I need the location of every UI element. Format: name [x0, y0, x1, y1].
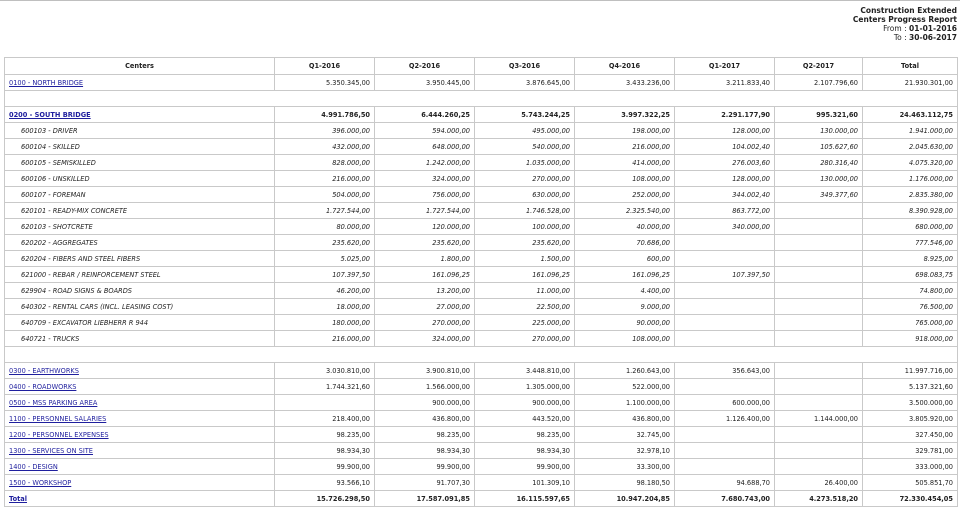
center-name-cell: 620202 - AGGREGATES: [5, 235, 275, 251]
center-name-cell: 640721 - TRUCKS: [5, 331, 275, 347]
quarter-value-cell: 1.727.544,00: [375, 203, 475, 219]
quarter-value-cell: 216.000,00: [275, 171, 375, 187]
center-name-cell: 600104 - SKILLED: [5, 139, 275, 155]
col-header: Centers: [5, 58, 275, 75]
date-from: [853, 24, 957, 33]
center-name-cell: 620204 - FIBERS AND STEEL FIBERS: [5, 251, 275, 267]
center-link[interactable]: 1400 - DESIGN: [9, 462, 58, 471]
center-name-cell: [5, 379, 275, 395]
quarter-value-cell: 9.000,00: [575, 299, 675, 315]
table-row-account: [5, 171, 958, 187]
quarter-value-cell: 5.350.345,00: [275, 75, 375, 91]
quarter-value-cell: [775, 459, 863, 475]
quarter-value-cell: 93.566,10: [275, 475, 375, 491]
table-row-center: [5, 459, 958, 475]
quarter-value-cell: 100.000,00: [475, 219, 575, 235]
quarter-value-cell: 280.316,40: [775, 155, 863, 171]
quarter-value-cell: 32.745,00: [575, 427, 675, 443]
quarter-value-cell: 26.400,00: [775, 475, 863, 491]
quarter-value-cell: 600,00: [575, 251, 675, 267]
total-value-cell: 698.083,75: [863, 267, 958, 283]
quarter-value-cell: 3.997.322,25: [575, 107, 675, 123]
total-value-cell: 1.941.000,00: [863, 123, 958, 139]
quarter-value-cell: 900.000,00: [375, 395, 475, 411]
quarter-value-cell: 2.107.796,60: [775, 75, 863, 91]
quarter-value-cell: 99.900,00: [275, 459, 375, 475]
quarter-value-cell: 216.000,00: [575, 139, 675, 155]
quarter-value-cell: [775, 219, 863, 235]
center-name-cell: [5, 363, 275, 379]
quarter-value-cell: 1.744.321,60: [275, 379, 375, 395]
col-header: Q1-2017: [675, 58, 775, 75]
center-name-cell: [5, 427, 275, 443]
quarter-value-cell: 90.000,00: [575, 315, 675, 331]
quarter-value-cell: 105.627,60: [775, 139, 863, 155]
spacer-cell: [5, 347, 958, 363]
table-row-center: [5, 475, 958, 491]
quarter-value-cell: 70.686,00: [575, 235, 675, 251]
center-name-cell: 600105 - SEMISKILLED: [5, 155, 275, 171]
quarter-value-cell: 252.000,00: [575, 187, 675, 203]
total-value-cell: 4.075.320,00: [863, 155, 958, 171]
center-name-cell: 600103 - DRIVER: [5, 123, 275, 139]
quarter-value-cell: 324.000,00: [375, 331, 475, 347]
total-value-cell: 2.045.630,00: [863, 139, 958, 155]
total-value-cell: 333.000,00: [863, 459, 958, 475]
quarter-value-cell: 101.309,10: [475, 475, 575, 491]
total-value-cell: 777.546,00: [863, 235, 958, 251]
center-name-cell: 600107 - FOREMAN: [5, 187, 275, 203]
table-row-account: [5, 299, 958, 315]
table-row-center: [5, 411, 958, 427]
center-name-cell: 620103 - SHOTCRETE: [5, 219, 275, 235]
total-value-cell: 24.463.112,75: [863, 107, 958, 123]
quarter-value-cell: [675, 283, 775, 299]
quarter-value-cell: 98.934,30: [475, 443, 575, 459]
quarter-value-cell: 94.688,70: [675, 475, 775, 491]
quarter-value-cell: 495.000,00: [475, 123, 575, 139]
center-name-cell: 621000 - REBAR / REINFORCEMENT STEEL: [5, 267, 275, 283]
quarter-value-cell: 1.800,00: [375, 251, 475, 267]
quarter-value-cell: 1.500,00: [475, 251, 575, 267]
report-title: Construction Extended: [860, 6, 957, 15]
total-value-cell: 5.137.321,60: [863, 379, 958, 395]
quarter-value-cell: 33.300,00: [575, 459, 675, 475]
quarter-value-cell: [775, 379, 863, 395]
table-row-account: [5, 187, 958, 203]
quarter-value-cell: 1.566.000,00: [375, 379, 475, 395]
quarter-value-cell: 432.000,00: [275, 139, 375, 155]
table-row-account: [5, 203, 958, 219]
quarter-value-cell: 3.211.833,40: [675, 75, 775, 91]
quarter-value-cell: 130.000,00: [775, 171, 863, 187]
quarter-value-cell: 504.000,00: [275, 187, 375, 203]
quarter-value-cell: [275, 395, 375, 411]
center-name-cell: [5, 475, 275, 491]
quarter-value-cell: 1.144.000,00: [775, 411, 863, 427]
quarter-value-cell: 128.000,00: [675, 123, 775, 139]
spacer-cell: [5, 91, 958, 107]
quarter-value-cell: 10.947.204,85: [575, 491, 675, 507]
quarter-value-cell: 17.587.091,85: [375, 491, 475, 507]
table-row-center: [5, 107, 958, 123]
quarter-value-cell: 107.397,50: [275, 267, 375, 283]
quarter-value-cell: 98.235,00: [375, 427, 475, 443]
center-name-cell: [5, 107, 275, 123]
quarter-value-cell: 594.000,00: [375, 123, 475, 139]
total-value-cell: 329.781,00: [863, 443, 958, 459]
quarter-value-cell: 40.000,00: [575, 219, 675, 235]
quarter-value-cell: 161.096,25: [575, 267, 675, 283]
quarter-value-cell: 32.978,10: [575, 443, 675, 459]
quarter-value-cell: 3.876.645,00: [475, 75, 575, 91]
quarter-value-cell: 2.291.177,90: [675, 107, 775, 123]
date-from-label: From :: [883, 24, 907, 33]
total-value-cell: 765.000,00: [863, 315, 958, 331]
quarter-value-cell: 15.726.298,50: [275, 491, 375, 507]
quarter-value-cell: [775, 315, 863, 331]
quarter-value-cell: 108.000,00: [575, 171, 675, 187]
quarter-value-cell: [775, 283, 863, 299]
quarter-value-cell: 324.000,00: [375, 171, 475, 187]
quarter-value-cell: 1.035.000,00: [475, 155, 575, 171]
center-name-cell: 629904 - ROAD SIGNS & BOARDS: [5, 283, 275, 299]
quarter-value-cell: 1.746.528,00: [475, 203, 575, 219]
col-header: Q3-2016: [475, 58, 575, 75]
quarter-value-cell: 98.934,30: [375, 443, 475, 459]
center-name-cell: [5, 75, 275, 91]
quarter-value-cell: 276.003,60: [675, 155, 775, 171]
col-header: Q2-2017: [775, 58, 863, 75]
quarter-value-cell: 6.444.260,25: [375, 107, 475, 123]
quarter-value-cell: 98.235,00: [275, 427, 375, 443]
quarter-value-cell: [675, 379, 775, 395]
quarter-value-cell: [775, 251, 863, 267]
header-row: [5, 58, 958, 75]
total-value-cell: 8.390.928,00: [863, 203, 958, 219]
table-row-account: [5, 267, 958, 283]
col-header: Total: [863, 58, 958, 75]
table-row-center: [5, 75, 958, 91]
table-row-center: [5, 427, 958, 443]
total-value-cell: 76.500,00: [863, 299, 958, 315]
center-link[interactable]: 0100 - NORTH BRIDGE: [9, 78, 84, 87]
report-subtitle: Centers Progress Report: [852, 15, 957, 24]
quarter-value-cell: 396.000,00: [275, 123, 375, 139]
quarter-value-cell: 161.096,25: [475, 267, 575, 283]
quarter-value-cell: 80.000,00: [275, 219, 375, 235]
quarter-value-cell: 270.000,00: [475, 171, 575, 187]
date-from-value: 01-01-2016: [909, 24, 957, 33]
center-name-cell: [5, 411, 275, 427]
quarter-value-cell: 225.000,00: [475, 315, 575, 331]
center-link[interactable]: 1200 - PERSONNEL EXPENSES: [9, 430, 109, 439]
top-border: [0, 0, 960, 1]
center-link[interactable]: 0500 - MSS PARKING AREA: [9, 398, 98, 407]
center-name-cell: 640302 - RENTAL CARS (INCL. LEASING COST): [5, 299, 275, 315]
quarter-value-cell: 443.520,00: [475, 411, 575, 427]
col-header: Q2-2016: [375, 58, 475, 75]
total-value-cell: 327.450,00: [863, 427, 958, 443]
quarter-value-cell: 600.000,00: [675, 395, 775, 411]
center-link[interactable]: 1500 - WORKSHOP: [9, 478, 72, 487]
centers-progress-table: [4, 57, 958, 507]
quarter-value-cell: 863.772,00: [675, 203, 775, 219]
center-name-cell: [5, 459, 275, 475]
quarter-value-cell: 218.400,00: [275, 411, 375, 427]
quarter-value-cell: 99.900,00: [475, 459, 575, 475]
table-row-account: [5, 235, 958, 251]
quarter-value-cell: 7.680.743,00: [675, 491, 775, 507]
quarter-value-cell: 235.620,00: [275, 235, 375, 251]
quarter-value-cell: 4.273.518,20: [775, 491, 863, 507]
quarter-value-cell: [675, 427, 775, 443]
quarter-value-cell: [775, 395, 863, 411]
quarter-value-cell: [675, 299, 775, 315]
center-link[interactable]: Total: [9, 494, 28, 503]
quarter-value-cell: [675, 331, 775, 347]
quarter-value-cell: 1.242.000,00: [375, 155, 475, 171]
quarter-value-cell: 91.707,30: [375, 475, 475, 491]
table-row-center: [5, 443, 958, 459]
quarter-value-cell: 4.400,00: [575, 283, 675, 299]
quarter-value-cell: 180.000,00: [275, 315, 375, 331]
quarter-value-cell: 1.305.000,00: [475, 379, 575, 395]
quarter-value-cell: 540.000,00: [475, 139, 575, 155]
center-link[interactable]: 0300 - EARTHWORKS: [9, 366, 79, 375]
quarter-value-cell: 161.096,25: [375, 267, 475, 283]
quarter-value-cell: 120.000,00: [375, 219, 475, 235]
table-row-account: [5, 251, 958, 267]
quarter-value-cell: [775, 235, 863, 251]
date-to-value: 30-06-2017: [909, 33, 957, 42]
table-row-account: [5, 155, 958, 171]
quarter-value-cell: 270.000,00: [475, 331, 575, 347]
table-row-center: [5, 379, 958, 395]
quarter-value-cell: 16.115.597,65: [475, 491, 575, 507]
quarter-value-cell: [775, 203, 863, 219]
date-to-label: To :: [893, 33, 907, 42]
quarter-value-cell: 235.620,00: [475, 235, 575, 251]
center-name-cell: 640709 - EXCAVATOR LIEBHERR R 944: [5, 315, 275, 331]
quarter-value-cell: 5.743.244,25: [475, 107, 575, 123]
total-value-cell: 3.805.920,00: [863, 411, 958, 427]
quarter-value-cell: 1.727.544,00: [275, 203, 375, 219]
center-name-cell: [5, 443, 275, 459]
quarter-value-cell: 99.900,00: [375, 459, 475, 475]
total-value-cell: 680.000,00: [863, 219, 958, 235]
quarter-value-cell: 1.100.000,00: [575, 395, 675, 411]
table-body: [5, 75, 958, 507]
quarter-value-cell: 3.950.445,00: [375, 75, 475, 91]
quarter-value-cell: 756.000,00: [375, 187, 475, 203]
total-value-cell: 918.000,00: [863, 331, 958, 347]
quarter-value-cell: 356.643,00: [675, 363, 775, 379]
total-value-cell: 1.176.000,00: [863, 171, 958, 187]
total-value-cell: 8.925,00: [863, 251, 958, 267]
quarter-value-cell: 436.800,00: [375, 411, 475, 427]
quarter-value-cell: 104.002,40: [675, 139, 775, 155]
quarter-value-cell: 98.934,30: [275, 443, 375, 459]
quarter-value-cell: 108.000,00: [575, 331, 675, 347]
center-name-cell: 620101 - READY-MIX CONCRETE: [5, 203, 275, 219]
table-row-account: [5, 139, 958, 155]
quarter-value-cell: 344.002,40: [675, 187, 775, 203]
center-name-cell: 600106 - UNSKILLED: [5, 171, 275, 187]
quarter-value-cell: 130.000,00: [775, 123, 863, 139]
center-name-cell: [5, 491, 275, 507]
quarter-value-cell: 340.000,00: [675, 219, 775, 235]
col-header: Q1-2016: [275, 58, 375, 75]
quarter-value-cell: 522.000,00: [575, 379, 675, 395]
quarter-value-cell: [675, 235, 775, 251]
quarter-value-cell: 198.000,00: [575, 123, 675, 139]
total-value-cell: 72.330.454,05: [863, 491, 958, 507]
quarter-value-cell: 216.000,00: [275, 331, 375, 347]
total-value-cell: 74.800,00: [863, 283, 958, 299]
quarter-value-cell: 98.235,00: [475, 427, 575, 443]
date-to: [853, 33, 957, 42]
total-value-cell: 21.930.301,00: [863, 75, 958, 91]
quarter-value-cell: [675, 443, 775, 459]
quarter-value-cell: 2.325.540,00: [575, 203, 675, 219]
quarter-value-cell: [675, 315, 775, 331]
col-header: Q4-2016: [575, 58, 675, 75]
quarter-value-cell: 128.000,00: [675, 171, 775, 187]
quarter-value-cell: 11.000,00: [475, 283, 575, 299]
table-row-account: [5, 283, 958, 299]
quarter-value-cell: 414.000,00: [575, 155, 675, 171]
quarter-value-cell: 98.180,50: [575, 475, 675, 491]
table-row-account: [5, 219, 958, 235]
total-value-cell: 11.997.716,00: [863, 363, 958, 379]
center-link[interactable]: 1300 - SERVICES ON SITE: [9, 446, 93, 455]
quarter-value-cell: 13.200,00: [375, 283, 475, 299]
quarter-value-cell: 3.030.810,00: [275, 363, 375, 379]
quarter-value-cell: 22.500,00: [475, 299, 575, 315]
quarter-value-cell: [675, 251, 775, 267]
quarter-value-cell: 3.433.236,00: [575, 75, 675, 91]
center-name-cell: [5, 395, 275, 411]
quarter-value-cell: 349.377,60: [775, 187, 863, 203]
quarter-value-cell: 630.000,00: [475, 187, 575, 203]
quarter-value-cell: 3.900.810,00: [375, 363, 475, 379]
quarter-value-cell: [675, 459, 775, 475]
quarter-value-cell: [775, 443, 863, 459]
spacer-row: [5, 347, 958, 363]
center-link[interactable]: 0400 - ROADWORKS: [9, 382, 77, 391]
quarter-value-cell: 5.025,00: [275, 251, 375, 267]
quarter-value-cell: [775, 267, 863, 283]
table-row-center: [5, 363, 958, 379]
quarter-value-cell: 1.260.643,00: [575, 363, 675, 379]
quarter-value-cell: 270.000,00: [375, 315, 475, 331]
total-value-cell: 3.500.000,00: [863, 395, 958, 411]
quarter-value-cell: 18.000,00: [275, 299, 375, 315]
report-header: [853, 6, 957, 42]
quarter-value-cell: 900.000,00: [475, 395, 575, 411]
quarter-value-cell: 1.126.400,00: [675, 411, 775, 427]
quarter-value-cell: 235.620,00: [375, 235, 475, 251]
quarter-value-cell: 648.000,00: [375, 139, 475, 155]
total-value-cell: 505.851,70: [863, 475, 958, 491]
quarter-value-cell: 995.321,60: [775, 107, 863, 123]
quarter-value-cell: 107.397,50: [675, 267, 775, 283]
quarter-value-cell: 46.200,00: [275, 283, 375, 299]
quarter-value-cell: [775, 299, 863, 315]
spacer-row: [5, 91, 958, 107]
table-row-center: [5, 395, 958, 411]
quarter-value-cell: 3.448.810,00: [475, 363, 575, 379]
total-value-cell: 2.835.380,00: [863, 187, 958, 203]
center-link[interactable]: 0200 - SOUTH BRIDGE: [9, 110, 91, 119]
table-row-account: [5, 331, 958, 347]
quarter-value-cell: [775, 363, 863, 379]
quarter-value-cell: [775, 331, 863, 347]
quarter-value-cell: 4.991.786,50: [275, 107, 375, 123]
quarter-value-cell: 436.800,00: [575, 411, 675, 427]
table-row-account: [5, 315, 958, 331]
quarter-value-cell: 27.000,00: [375, 299, 475, 315]
table-row-account: [5, 123, 958, 139]
table-row-total: [5, 491, 958, 507]
center-link[interactable]: 1100 - PERSONNEL SALARIES: [9, 414, 107, 423]
quarter-value-cell: 828.000,00: [275, 155, 375, 171]
quarter-value-cell: [775, 427, 863, 443]
